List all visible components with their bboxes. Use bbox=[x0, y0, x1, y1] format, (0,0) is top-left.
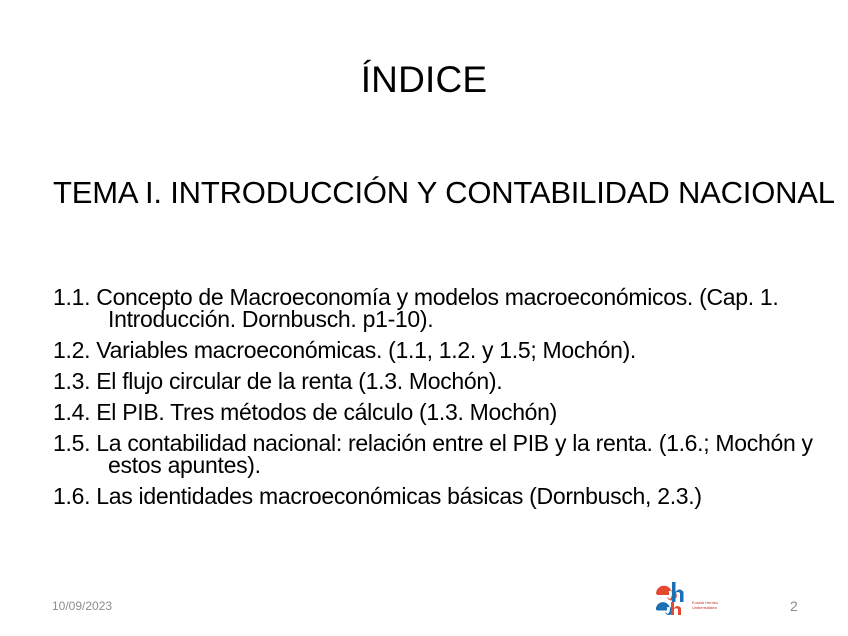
toc-item: 1.3. El flujo circular de la renta (1.3. Mochón). bbox=[53, 368, 503, 394]
toc-item: 1.4. El PIB. Tres métodos de cálculo (1.3. Mochón) bbox=[53, 399, 558, 425]
logo-text-line: Unibertsitatea bbox=[692, 605, 717, 610]
ehu-logo bbox=[654, 580, 744, 616]
toc-item: 1.5. La contabilidad nacional: relación entre el PIB y la renta. (1.6.; Mochón y estos apuntes). bbox=[53, 430, 813, 478]
logo-text-line: Euskal Herriko bbox=[692, 600, 719, 605]
toc-item: 1.6. Las identidades macroeconómicas básicas (Dornbusch, 2.3.) bbox=[53, 483, 702, 509]
section-heading: TEMA I. INTRODUCCIÓN Y CONTABILIDAD NACIONAL bbox=[53, 175, 835, 210]
table-of-contents bbox=[53, 286, 828, 516]
footer-date: 10/09/2023 bbox=[52, 599, 113, 613]
slide-title: ÍNDICE bbox=[360, 59, 488, 100]
page-number: 2 bbox=[790, 598, 798, 614]
toc-item: 1.2. Variables macroeconómicas. (1.1, 1.2. y 1.5; Mochón). bbox=[53, 337, 637, 363]
toc-item: 1.1. Concepto de Macroeconomía y modelos macroeconómicos. (Cap. 1. Introducción. Dornbusch. p1-10). bbox=[53, 284, 779, 332]
logo-mark-icon bbox=[654, 580, 688, 616]
logo-text bbox=[692, 600, 718, 610]
